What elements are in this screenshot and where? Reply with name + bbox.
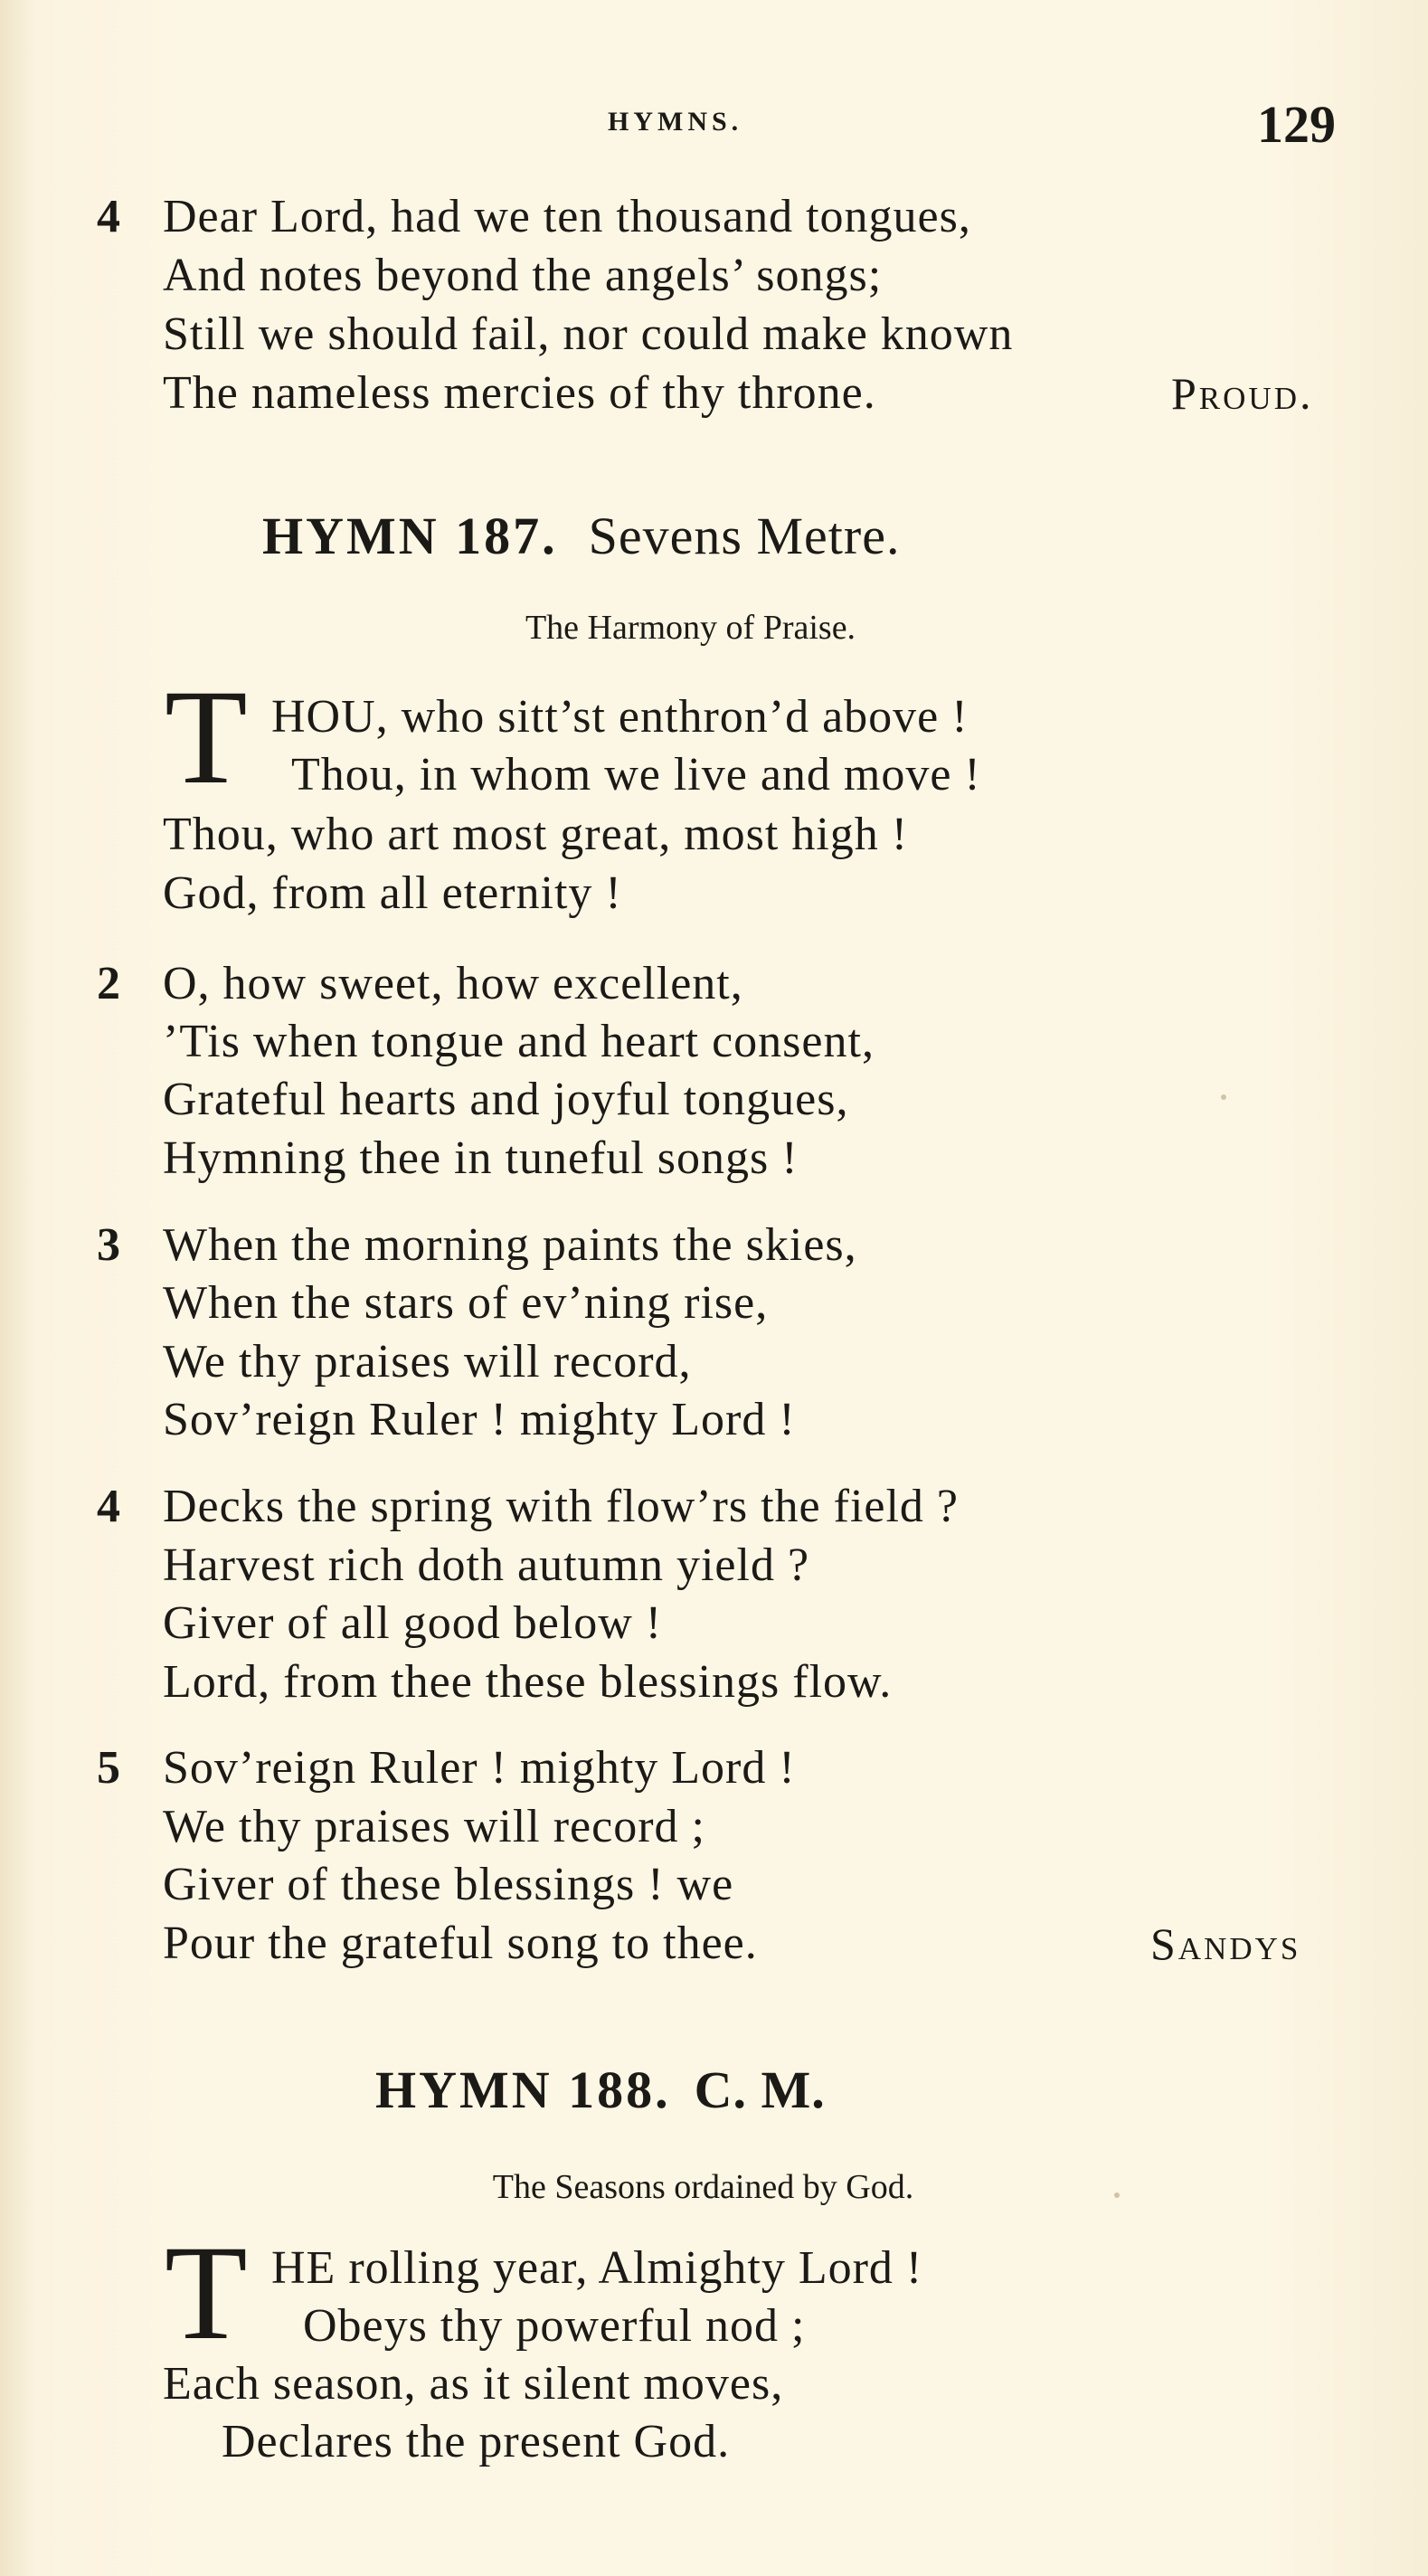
verse-line: Dear Lord, had we ten thousand tongues, [163, 191, 971, 242]
hymn-metre: Sevens Metre. [588, 507, 901, 565]
hymn-heading [375, 2060, 826, 2120]
verse-line: The nameless mercies of thy throne. [163, 367, 876, 419]
verse-line: Grateful hearts and joyful tongues, [163, 1074, 849, 1125]
hymn-number: HYMN 188. [375, 2060, 671, 2119]
verse-line: Lord, from thee these blessings flow. [163, 1656, 893, 1708]
verse-line: Thou, who art most great, most high ! [163, 809, 909, 860]
verse-line: Each season, as it silent moves, [163, 2358, 784, 2410]
author-attribution: Sandys [1150, 1918, 1301, 1969]
author-attribution: Proud. [1171, 368, 1314, 419]
verse-line: Still we should fail, nor could make known [163, 308, 1014, 360]
verse-line: Hymning thee in tuneful songs ! [163, 1132, 799, 1184]
running-head [0, 94, 1428, 157]
verse-line: And notes beyond the angels’ songs; [163, 250, 883, 301]
page-number: 129 [1257, 95, 1336, 154]
paper-speck [1114, 2192, 1120, 2198]
verse-line: We thy praises will record, [163, 1336, 692, 1387]
verse-line: When the morning paints the skies, [163, 1219, 857, 1271]
stanza-number: 2 [97, 958, 120, 1009]
verse-line: Decks the spring with flow’rs the field ? [163, 1481, 960, 1532]
verse-line: Pour the grateful song to thee. [163, 1918, 758, 1969]
verse-line: Harvest rich doth autumn yield ? [163, 1539, 810, 1591]
hymn-subtitle: The Harmony of Praise. [525, 609, 856, 647]
drop-cap: T [165, 662, 248, 812]
hymn-subtitle: The Seasons ordained by God. [492, 2168, 914, 2206]
hymn-heading [262, 507, 900, 566]
verse-line: Sov’reign Ruler ! mighty Lord ! [163, 1742, 796, 1794]
paper-speck [1221, 1094, 1226, 1100]
verse-line: God, from all eternity ! [163, 867, 622, 919]
drop-cap: T [165, 2218, 248, 2368]
running-title: HYMNS. [608, 107, 743, 137]
verse-line: Giver of these blessings ! we [163, 1859, 734, 1910]
verse-line: Sov’reign Ruler ! mighty Lord ! [163, 1394, 796, 1445]
verse-line: When the stars of ev’ning rise, [163, 1277, 769, 1329]
verse-line: Declares the present God. [222, 2416, 731, 2467]
stanza-number: 5 [97, 1742, 120, 1794]
verse-line: ’Tis when tongue and heart consent, [163, 1016, 875, 1067]
verse-line: HE rolling year, Almighty Lord ! [271, 2242, 923, 2294]
stanza-number: 3 [97, 1219, 120, 1271]
verse-line: HOU, who sitt’st enthron’d above ! [271, 691, 969, 743]
verse-line: We thy praises will record ; [163, 1801, 705, 1852]
stanza-number: 4 [97, 191, 120, 242]
verse-line: Obeys thy powerful nod ; [303, 2300, 806, 2352]
verse-line: O, how sweet, how excellent, [163, 958, 743, 1009]
verse-line: Giver of all good below ! [163, 1597, 663, 1649]
verse-line: Thou, in whom we live and move ! [291, 749, 981, 800]
hymn-metre: C. M. [694, 2060, 826, 2119]
stanza-number: 4 [97, 1481, 120, 1532]
hymn-number: HYMN 187. [262, 507, 558, 565]
